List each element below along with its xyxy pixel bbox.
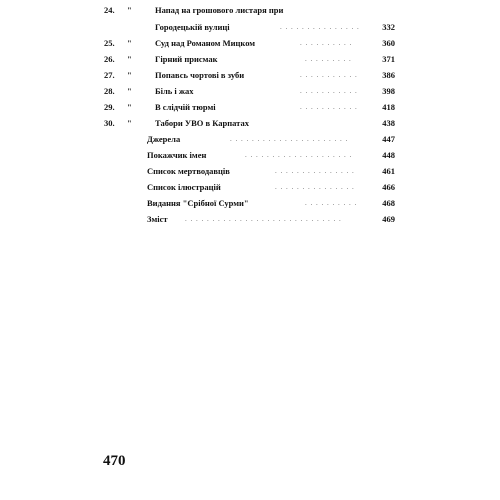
chapter-title: Напад на грошового листаря при [155,5,284,15]
section-title: Покажчик імен [147,150,207,160]
chapter-title: В слідчій тюрмі [155,102,216,112]
dot-leader: . . . . . . . . . [305,55,352,63]
dot-leader: . . . . . . . . . . . [300,103,358,111]
ditto-mark: " [127,38,132,48]
chapter-title: Гірний присмак [155,54,218,64]
chapter-title: Табори УВО в Карпатах [155,118,249,128]
ditto-mark: " [127,70,132,80]
ditto-mark: " [127,102,132,112]
dot-leader: . . . . . . . . . . . . . . . . . . . . . . . . . . . . . [185,215,342,223]
toc-row [0,68,500,82]
chapter-number: 29. [104,102,115,112]
chapter-number: 27. [104,70,115,80]
toc-row [0,116,500,130]
chapter-title: Попавсь чортові в зуби [155,70,245,80]
page-number: 386 [382,70,395,80]
toc-row [0,164,500,178]
dot-leader: . . . . . . . . . . . . . . . [275,167,355,175]
page-number: 469 [382,214,395,224]
page-number: 448 [382,150,395,160]
chapter-title: Біль і жах [155,86,194,96]
page-number: 371 [382,54,395,64]
toc-row [0,212,500,226]
chapter-number: 25. [104,38,115,48]
page-number: 438 [382,118,395,128]
ditto-mark: " [127,5,132,15]
chapter-number: 30. [104,118,115,128]
toc-row [0,132,500,146]
dot-leader: . . . . . . . . . . . . . . . . . . . . . . [230,135,349,143]
dot-leader: . . . . . . . . . . [305,199,358,207]
page-folio: 470 [103,453,126,469]
dot-leader: . . . . . . . . . . . . . . . [280,23,360,31]
toc-row [0,20,500,34]
section-title: Зміст [147,214,168,224]
page-number: 466 [382,182,395,192]
chapter-title: Городецькій вулиці [155,22,230,32]
chapter-number: 26. [104,54,115,64]
chapter-title: Суд над Романом Мицком [155,38,256,48]
toc-row [0,84,500,98]
page-number: 468 [382,198,395,208]
page-number: 332 [382,22,395,32]
ditto-mark: " [127,118,132,128]
page-number: 447 [382,134,395,144]
page-number: 360 [382,38,395,48]
dot-leader: . . . . . . . . . . . . . . . . . . . . [245,151,353,159]
toc-row [0,100,500,114]
toc-row [0,36,500,50]
page-number: 398 [382,86,395,96]
ditto-mark: " [127,86,132,96]
section-title: Список ілюстрацій [147,182,221,192]
ditto-mark: " [127,54,132,64]
dot-leader: . . . . . . . . . . . [300,71,358,79]
section-title: Видання "Срібної Сурми" [147,198,249,208]
chapter-number: 28. [104,86,115,96]
toc-row [0,196,500,210]
page-number: 418 [382,102,395,112]
page-number: 461 [382,166,395,176]
dot-leader: . . . . . . . . . . . . . . . [275,183,355,191]
toc-row [0,52,500,66]
toc-row [0,148,500,162]
dot-leader: . . . . . . . . . . . [300,87,358,95]
section-title: Джерела [147,134,181,144]
section-title: Список мертводавців [147,166,230,176]
chapter-number: 24. [104,5,115,15]
dot-leader: . . . . . . . . . . [300,39,353,47]
toc-row [0,3,500,17]
toc-row [0,180,500,194]
